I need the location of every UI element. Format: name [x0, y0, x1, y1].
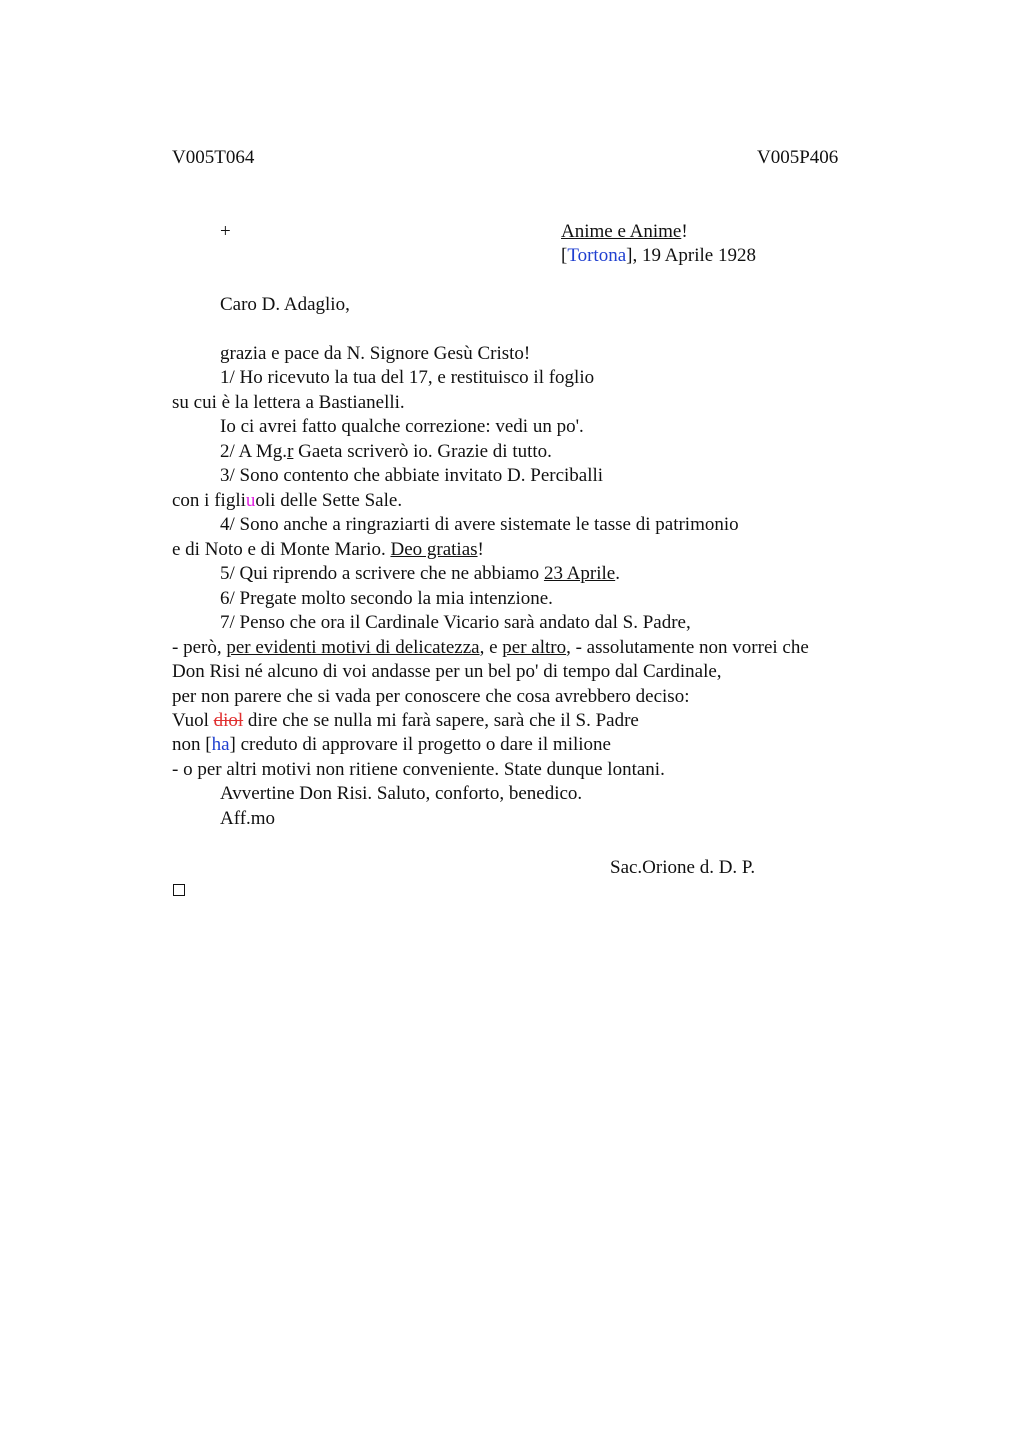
document-code-left: V005T064: [172, 147, 255, 168]
letter-line: per non parere che si vada per conoscere che cosa avrebbero deciso:: [172, 686, 690, 707]
underlined-phrase: per altro: [502, 637, 567, 658]
letter-line: su cui è la lettera a Bastianelli.: [172, 392, 405, 413]
text-segment: , - assolutamente non vorrei che: [566, 637, 809, 658]
letter-line: [172, 538, 484, 562]
text-segment: ] creduto di approvare il progetto o dare il milione: [229, 734, 611, 755]
bracket-open: [: [561, 245, 568, 266]
inserted-letter: u: [245, 490, 256, 511]
salutation: Caro D. Adaglio,: [220, 294, 350, 315]
letter-line: 4/ Sono anche a ringraziarti di avere sistemate le tasse di patrimonio: [220, 514, 739, 535]
text-segment: .: [615, 563, 620, 584]
editorial-insertion: ha: [211, 734, 230, 755]
underlined-phrase: Deo gratias: [390, 539, 478, 560]
letter-line: [172, 489, 402, 513]
text-segment: 2/ A Mg.: [220, 441, 288, 462]
letter-line: 7/ Penso che ora il Cardinale Vicario sarà andato dal S. Padre,: [220, 612, 691, 633]
text-segment: e di Noto e di Monte Mario.: [172, 539, 391, 560]
letter-line: [220, 562, 620, 586]
text-segment: dire che se nulla mi farà sapere, sarà che il S. Padre: [243, 710, 639, 731]
text-segment: !: [477, 539, 484, 560]
letter-line: [172, 636, 809, 660]
letter-line: [220, 440, 552, 464]
letter-line: 3/ Sono contento che abbiate invitato D. Perciballi: [220, 465, 604, 486]
motto-text: Anime e Anime: [561, 221, 682, 242]
letter-line: Io ci avrei fatto qualche correzione: vedi un po'.: [220, 416, 584, 437]
text-segment: con i figli: [172, 490, 246, 511]
letter-line: 6/ Pregate molto secondo la mia intenzione.: [220, 588, 553, 609]
motto-punct: !: [681, 221, 688, 242]
text-segment: - però,: [172, 637, 227, 658]
underlined-date: 23 Aprile: [543, 563, 616, 584]
letter-line: Avvertine Don Risi. Saluto, conforto, benedico.: [220, 783, 583, 804]
letter-line: grazia e pace da N. Signore Gesù Cristo!: [220, 343, 531, 364]
end-box-icon: [173, 884, 185, 896]
letter-line: [172, 733, 611, 757]
text-segment: 5/ Qui riprendo a scrivere che ne abbiamo: [220, 563, 544, 584]
motto: [561, 220, 688, 244]
cross-symbol: +: [220, 221, 231, 242]
letter-line: [172, 709, 639, 733]
letter-line: Don Risi né alcuno di voi andasse per un bel po' di tempo dal Cardinale,: [172, 661, 722, 682]
text-segment: Vuol: [172, 710, 214, 731]
deleted-word: diol: [213, 710, 244, 731]
underlined-phrase: per evidenti motivi di delicatezza: [226, 637, 480, 658]
letter-line: - o per altri motivi non ritiene conveniente. State dunque lontani.: [172, 759, 665, 780]
date-text: , 19 Aprile 1928: [632, 245, 756, 266]
place-name: Tortona: [567, 245, 627, 266]
closing: Aff.mo: [220, 808, 276, 829]
signature: Sac.Orione d. D. P.: [610, 857, 756, 878]
text-segment: Gaeta scriverò io. Grazie di tutto.: [293, 441, 552, 462]
bracket-close: ]: [626, 245, 633, 266]
text-segment: oli delle Sette Sale.: [255, 490, 403, 511]
letter-line: 1/ Ho ricevuto la tua del 17, e restituisco il foglio: [220, 367, 595, 388]
document-code-right: V005P406: [757, 147, 839, 168]
dateline: [561, 244, 756, 268]
superscript-r: r: [287, 441, 294, 462]
text-segment: , e: [479, 637, 503, 658]
text-segment: non [: [172, 734, 212, 755]
